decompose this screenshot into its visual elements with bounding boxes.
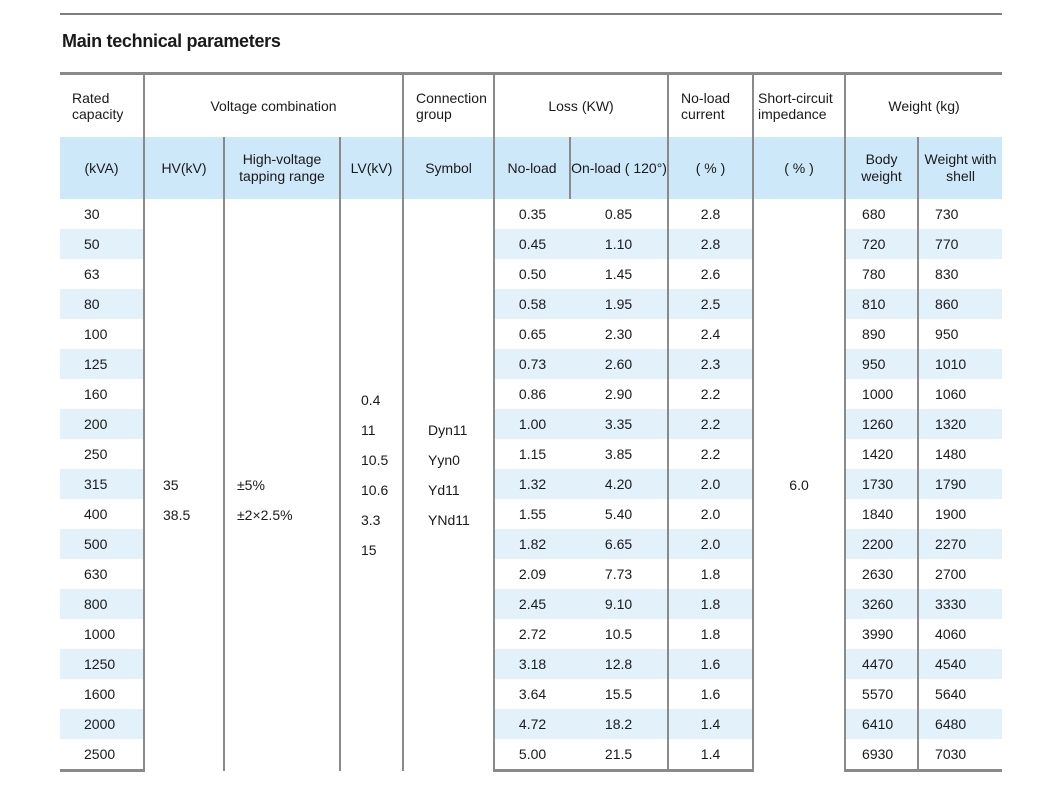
cell-body-weight: 680 — [845, 199, 918, 229]
cell-capacity: 2500 — [60, 739, 144, 771]
header-pct-current: ( % ) — [668, 137, 753, 199]
cell-hv — [144, 199, 224, 771]
cell-weight-with-shell: 770 — [918, 229, 1002, 259]
cell-on-load: 3.35 — [570, 409, 668, 439]
cell-body-weight: 3990 — [845, 619, 918, 649]
cell-on-load: 1.10 — [570, 229, 668, 259]
header-lv: LV(kV) — [340, 137, 403, 199]
cell-on-load: 0.85 — [604, 206, 633, 222]
header-symbol: Symbol — [403, 137, 494, 199]
cell-weight-with-shell: 1790 — [918, 469, 1002, 499]
cell-no-load: 0.73 — [494, 349, 570, 379]
header-voltage-combination: Voltage combination — [144, 74, 403, 138]
cell-capacity: 1250 — [60, 649, 144, 679]
cell-no-load: 4.72 — [494, 709, 570, 739]
cell-on-load: 7.73 — [604, 566, 633, 582]
cell-no-load: 2.09 — [494, 559, 570, 589]
cell-capacity: 630 — [84, 566, 108, 582]
cell-lv-value: 10.6 — [361, 481, 389, 498]
cell-body-weight: 1730 — [845, 469, 918, 499]
cell-weight-with-shell: 1010 — [918, 349, 1002, 379]
cell-capacity: 200 — [60, 409, 144, 439]
header-kva: (kVA) — [60, 137, 144, 199]
cell-no-load-current: 1.8 — [668, 559, 753, 589]
cell-no-load-current: 2.4 — [668, 319, 753, 349]
cell-on-load: 1.45 — [604, 266, 633, 282]
cell-no-load-current: 2.2 — [668, 439, 753, 469]
cell-capacity: 50 — [60, 229, 144, 259]
cell-no-load: 0.65 — [494, 319, 570, 349]
cell-body-weight: 4470 — [845, 649, 918, 679]
cell-on-load: 2.30 — [604, 326, 633, 342]
cell-no-load-current: 2.0 — [668, 529, 753, 559]
cell-tapping-value: ±2×2.5% — [237, 506, 293, 523]
header-row-2 — [60, 137, 1002, 199]
cell-no-load: 5.00 — [494, 739, 570, 771]
cell-tapping-value: ±5% — [237, 476, 265, 493]
cell-weight-with-shell: 860 — [918, 289, 1002, 319]
cell-lv — [340, 199, 403, 771]
cell-lv-value: 0.4 — [361, 391, 381, 408]
cell-weight-with-shell: 1060 — [918, 379, 1002, 409]
cell-on-load: 15.5 — [604, 686, 633, 702]
table-row — [60, 199, 1002, 229]
cell-no-load: 0.86 — [494, 379, 570, 409]
cell-no-load: 3.18 — [494, 649, 570, 679]
cell-body-weight: 950 — [845, 349, 918, 379]
cell-weight-with-shell: 2700 — [918, 559, 1002, 589]
cell-weight-with-shell: 6480 — [918, 709, 1002, 739]
cell-weight-with-shell: 1480 — [918, 439, 1002, 469]
cell-weight-with-shell: 4060 — [918, 619, 1002, 649]
cell-weight-with-shell: 2270 — [918, 529, 1002, 559]
cell-weight-with-shell: 1320 — [918, 409, 1002, 439]
header-no-load: No-load — [494, 137, 570, 199]
cell-no-load-current: 2.6 — [668, 259, 753, 289]
cell-on-load: 2.60 — [570, 349, 668, 379]
cell-no-load-current: 2.2 — [668, 409, 753, 439]
cell-body-weight: 1260 — [845, 409, 918, 439]
cell-capacity: 250 — [84, 446, 108, 462]
cell-body-weight: 720 — [845, 229, 918, 259]
cell-no-load-current: 1.4 — [668, 739, 753, 771]
cell-no-load: 1.00 — [494, 409, 570, 439]
cell-no-load: 0.45 — [494, 229, 570, 259]
header-rated-capacity: Rated capacity — [60, 74, 144, 138]
cell-on-load: 9.10 — [570, 589, 668, 619]
cell-body-weight: 1840 — [845, 499, 918, 529]
cell-weight-with-shell: 4540 — [918, 649, 1002, 679]
cell-no-load: 0.50 — [494, 259, 570, 289]
cell-no-load: 2.45 — [494, 589, 570, 619]
cell-weight-with-shell: 3330 — [918, 589, 1002, 619]
cell-on-load: 1.95 — [570, 289, 668, 319]
cell-hv-value: 35 — [163, 476, 179, 493]
cell-weight-with-shell: 5640 — [918, 679, 1002, 709]
cell-body-weight: 6410 — [845, 709, 918, 739]
cell-no-load-current: 2.0 — [668, 469, 753, 499]
cell-no-load-current: 2.8 — [668, 199, 753, 229]
header-on-load: On-load ( 120°) — [570, 137, 668, 199]
cell-lv-value: 11 — [361, 421, 376, 438]
cell-no-load: 1.15 — [494, 439, 570, 469]
header-row-1 — [60, 74, 1002, 138]
cell-no-load-current: 2.5 — [668, 289, 753, 319]
cell-no-load: 0.35 — [494, 199, 570, 229]
cell-capacity: 1600 — [84, 686, 116, 702]
cell-body-weight: 6930 — [845, 739, 918, 771]
cell-capacity: 125 — [60, 349, 144, 379]
cell-capacity: 500 — [60, 529, 144, 559]
header-tapping: High-voltage tapping range — [224, 137, 340, 199]
cell-no-load-current: 1.6 — [668, 649, 753, 679]
cell-capacity: 315 — [60, 469, 144, 499]
cell-body-weight: 1420 — [845, 439, 918, 469]
header-loss: Loss (KW) — [494, 74, 668, 138]
cell-capacity: 800 — [60, 589, 144, 619]
cell-weight-with-shell: 830 — [918, 259, 1002, 289]
cell-body-weight: 780 — [845, 259, 918, 289]
header-short-circuit-impedance: Short-circuit impedance — [753, 74, 845, 138]
cell-lv-value: 3.3 — [361, 511, 381, 528]
cell-symbol-value: YNd11 — [428, 511, 470, 528]
cell-no-load: 1.32 — [494, 469, 570, 499]
header-pct-impedance: ( % ) — [753, 137, 845, 199]
cell-weight-with-shell: 7030 — [918, 739, 1002, 771]
cell-no-load-current: 2.8 — [668, 229, 753, 259]
cell-body-weight: 890 — [845, 319, 918, 349]
top-rule — [60, 13, 1002, 15]
cell-no-load-current: 1.4 — [668, 709, 753, 739]
cell-body-weight: 2200 — [845, 529, 918, 559]
cell-capacity: 1000 — [84, 626, 116, 642]
cell-body-weight: 5570 — [845, 679, 918, 709]
cell-symbol — [403, 199, 494, 771]
cell-capacity: 160 — [84, 386, 108, 402]
cell-no-load-current: 1.8 — [668, 619, 753, 649]
cell-capacity: 100 — [84, 326, 108, 342]
cell-capacity: 2000 — [60, 709, 144, 739]
cell-on-load: 10.5 — [604, 626, 633, 642]
cell-no-load: 1.82 — [494, 529, 570, 559]
cell-no-load-current: 2.2 — [668, 379, 753, 409]
cell-no-load: 0.58 — [494, 289, 570, 319]
cell-no-load-current: 2.3 — [668, 349, 753, 379]
cell-body-weight: 3260 — [845, 589, 918, 619]
cell-on-load: 12.8 — [570, 649, 668, 679]
cell-capacity: 30 — [84, 206, 100, 222]
cell-capacity: 400 — [84, 506, 108, 522]
parameters-table-wrapper — [60, 72, 1002, 772]
header-weight-with-shell: Weight with shell — [918, 137, 1002, 199]
cell-no-load: 3.64 — [494, 679, 570, 709]
header-no-load-current: No-load current — [668, 74, 753, 138]
cell-on-load: 21.5 — [570, 739, 668, 771]
cell-hv-value: 38.5 — [163, 506, 191, 523]
header-weight: Weight (kg) — [845, 74, 1002, 138]
cell-weight-with-shell: 730 — [918, 199, 1002, 229]
cell-on-load: 5.40 — [604, 506, 633, 522]
cell-capacity: 63 — [84, 266, 100, 282]
header-connection-group: Connection group — [403, 74, 494, 138]
cell-weight-with-shell: 950 — [918, 319, 1002, 349]
cell-body-weight: 2630 — [845, 559, 918, 589]
cell-lv-value: 15 — [361, 541, 377, 558]
page-title: Main technical parameters — [62, 31, 281, 51]
cell-no-load: 1.55 — [494, 499, 570, 529]
cell-on-load: 3.85 — [604, 446, 633, 462]
cell-impedance: 6.0 — [753, 199, 845, 771]
cell-lv-value: 10.5 — [361, 451, 389, 468]
cell-symbol-value: Yyn0 — [428, 451, 460, 468]
cell-on-load: 4.20 — [570, 469, 668, 499]
header-body-weight: Body weight — [845, 137, 918, 199]
cell-no-load-current: 1.8 — [668, 589, 753, 619]
cell-body-weight: 810 — [845, 289, 918, 319]
cell-body-weight: 1000 — [845, 379, 918, 409]
cell-no-load-current: 2.0 — [668, 499, 753, 529]
cell-on-load: 18.2 — [570, 709, 668, 739]
cell-on-load: 2.90 — [604, 386, 633, 402]
cell-no-load-current: 1.6 — [668, 679, 753, 709]
cell-symbol-value: Yd11 — [428, 481, 460, 498]
parameters-table — [60, 72, 1002, 772]
cell-no-load: 2.72 — [494, 619, 570, 649]
header-hv: HV(kV) — [144, 137, 224, 199]
cell-tapping — [224, 199, 340, 771]
cell-capacity: 80 — [60, 289, 144, 319]
cell-weight-with-shell: 1900 — [918, 499, 1002, 529]
cell-on-load: 6.65 — [570, 529, 668, 559]
cell-symbol-value: Dyn11 — [428, 421, 468, 438]
